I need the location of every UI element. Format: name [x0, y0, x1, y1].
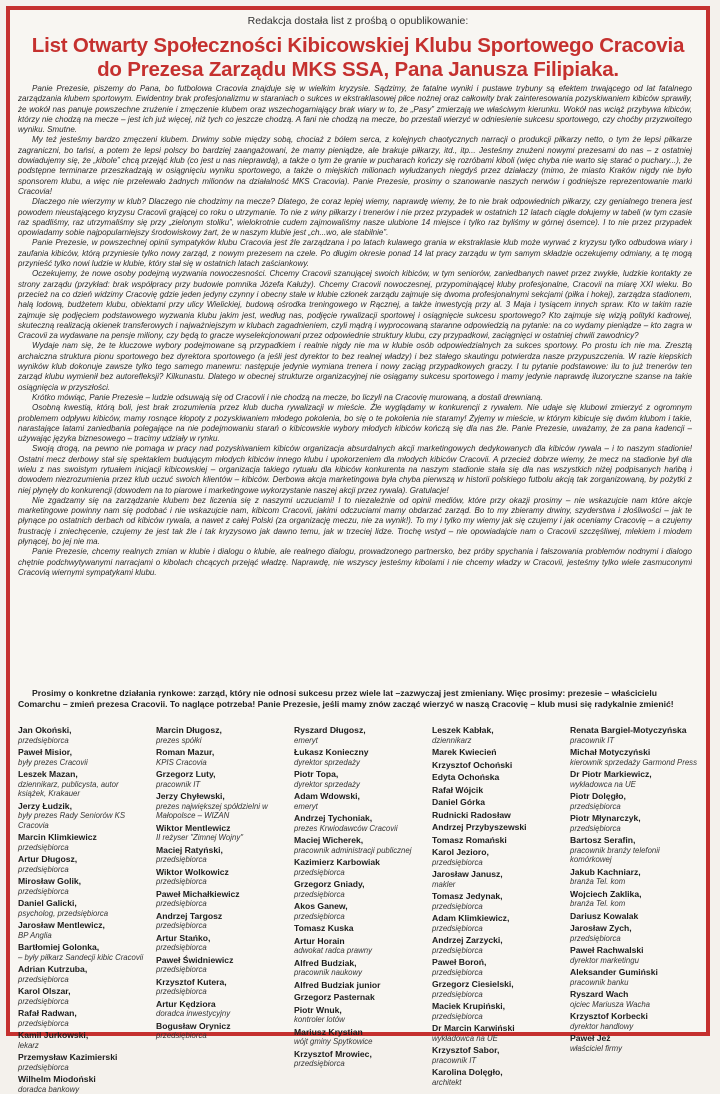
signatory-role: pracownik IT: [570, 736, 700, 746]
signatory: [294, 726, 424, 745]
signatory-role: były prezes Cracovii: [18, 758, 148, 768]
signatory: [18, 943, 148, 962]
signatory-role: przedsiębiorca: [432, 946, 562, 956]
signatory-role: makler: [432, 880, 562, 890]
signatory: [18, 1031, 148, 1050]
signatory-role: pracownik IT: [156, 780, 286, 790]
signatory-role: branża Tel. kom: [570, 899, 700, 909]
signatory-name: Tomasz Kuska: [294, 924, 424, 934]
signatory-role: przedsiębiorca: [18, 843, 148, 853]
signatory-name: Krzysztof Kutera,: [156, 978, 286, 988]
signatory: [18, 726, 148, 745]
signatory: [294, 993, 424, 1003]
signatory-role: przedsiębiorca: [294, 890, 424, 900]
signatory-name: Andrzej Tychoniak,: [294, 814, 424, 824]
signatory: [570, 770, 700, 789]
signatory: [294, 814, 424, 833]
signatory: [432, 1002, 562, 1021]
signatory: [294, 924, 424, 934]
signatory-name: Renata Bargiel-Motyczyńska: [570, 726, 700, 736]
signatory: [570, 946, 700, 965]
signatory: [156, 912, 286, 931]
signatory-role: dziennikarz, publicysta, autor książek, Krakauer: [18, 780, 148, 799]
signatory-column: [432, 726, 562, 1026]
signatory-name: Paweł Jeż: [570, 1034, 700, 1044]
signatory-name: Wilhelm Miodoński: [18, 1075, 148, 1085]
signatory-name: Grzegorz Luty,: [156, 770, 286, 780]
signatory-name: Jan Okoński,: [18, 726, 148, 736]
paragraph: Swoją drogą, na pewno nie pomaga w pracy nad pozyskiwaniem kibiców organizacja absurdalnych akcji marketingowych dedykowanych dla kibiców rywala – i to naszym stadionie! Ostatni mecz derbowy stał się spektaklem budującym młodych kibiców innego klubu i upokorzeniem dla młodych kibiców Cracovii. A przecież dobrze wiemy, że mecz na stadionie był dla wielu z nas swoistym rytuałem inicjacji kibicowskiej – organizacja takiego rytuału dla kibiców konkurenta na naszym stadionie stała się dla nas wszystkich niżej podpisanych hańbą i dowodem niezrozumienia przez klub uczuć swoich klientów – kibiców. Derbowa akcja marketingowa była chyba pierwszą w historii polskiego futbolu akcją tak zorganizowaną, by pożytki z niej płynęły do konkurencji (dowodem na to piarowe i marketingowe wykorzystanie naszej akcji przez rywala). Gratulacje!: [18, 444, 692, 495]
signatory-name: Mariusz Krystian: [294, 1028, 424, 1038]
signatory: [18, 1053, 148, 1072]
signatory-name: Marek Kwiecień: [432, 748, 562, 758]
signatory-name: Jerzy Łudzik,: [18, 802, 148, 812]
signatory: [156, 868, 286, 887]
signatory: [432, 936, 562, 955]
signatory: [294, 959, 424, 978]
signatory-name: Grzegorz Pasternak: [294, 993, 424, 1003]
signatory-role: przedsiębiorca: [156, 1031, 286, 1041]
signatory: [570, 792, 700, 811]
signatory-name: Artur Kędziora: [156, 1000, 286, 1010]
signatory-role: przedsiębiorca: [432, 902, 562, 912]
signatory-name: Alfred Budziak junior: [294, 981, 424, 991]
signatory-role: prezes Krwiodawców Cracovii: [294, 824, 424, 834]
signatory-role: przedsiębiorca: [294, 1059, 424, 1069]
signatory-role: wykładowca na UE: [432, 1034, 562, 1044]
signatory-role: przedsiębiorca: [432, 968, 562, 978]
signatory-role: przedsiębiorca: [18, 997, 148, 1007]
signatory-name: Paweł Świdniewicz: [156, 956, 286, 966]
signatory-name: Grzegorz Ciesielski,: [432, 980, 562, 990]
signatory-role: przedsiębiorca: [18, 1063, 148, 1073]
signatory-role: pracownik IT: [432, 1056, 562, 1066]
signatory: [432, 823, 562, 833]
signatory: [156, 846, 286, 865]
paragraph: Nie zgadzamy się na zarządzanie klubem bez liczenia się z naszymi uczuciami! I to niezależnie od opinii mediów, które przy okazji prosimy – nie wskazujcie nam które akcje marketingowe powinny nam się podobać i nie wskazujcie nam, kibicom Cracovii, jakimi odczuciami mamy obdarzać zarząd. Bo to my zbieramy drwiny, szyderstwa i złośliwości – jak te płynące po ostatnich derbach od kibiców rywala, a nawet z całej Polski (za organizację meczu, nie za wynik!). To my i tylko my wiemy jak się czujemy i jak oceniamy Cracovię – a czujemy frustrację i zniechęcenie, czujemy że jest tak źle i tak kryzysowo jak dawno temu, jak w trzeciej lidze. Trochę wstyd – nie opowiadajcie nam o Cracovii szczęśliwej, mlekiem i miodem płynącej, bo jej nie ma.: [18, 496, 692, 547]
signatory-role: emeryt: [294, 802, 424, 812]
signatory: [570, 968, 700, 987]
signatory-role: przedsiębiorca: [570, 934, 700, 944]
signatory-role: kontroler lotów: [294, 1015, 424, 1025]
signatory-name: Aleksander Gumiński: [570, 968, 700, 978]
signatory: [432, 980, 562, 999]
signatory-role: dyrektor handlowy: [570, 1022, 700, 1032]
signatory: [18, 770, 148, 799]
signatory-role: doradca inwestycyjny: [156, 1009, 286, 1019]
signatory-column: [18, 726, 148, 1026]
signatory-name: Łukasz Konieczny: [294, 748, 424, 758]
signatory-role: – były piłkarz Sandecji kibic Cracovii: [18, 953, 148, 963]
signatory-role: wójt gminy Spytkowice: [294, 1037, 424, 1047]
signatory-name: Piotr Topa,: [294, 770, 424, 780]
signatory-name: Andrzej Zarzycki,: [432, 936, 562, 946]
signatory: [432, 836, 562, 846]
signatory-role: przedsiębiorca: [18, 887, 148, 897]
signatory-name: Grzegorz Gniady,: [294, 880, 424, 890]
signatory-name: Dariusz Kowalak: [570, 912, 700, 922]
signatory: [156, 956, 286, 975]
paragraph: Oczekujemy, że nowe osoby podejmą wyzwania nowoczesności. Chcemy Cracovii szanującej swoich kibiców, w tym seniorów, zaniedbanych nawet przez zwykłe, ludzkie kontakty ze strony zarządu (przykład: brak współpracy przy budowie pomnika Józefa Kałuży). Chcemy Cracovii nowoczesnej, przypominającej kluby profesjonalne, Cracovii na miarę XXI wieku. Bo przecież na co dzień widzimy Cracovię gdzie jeden jedyny czynny i obecny stale w klubie członek zarządu zajmuje się dwoma profesjonalnymi sekcjami (piłka i hokej), zarządza stadionem, halą lodową, budżetem klubu, obiektami przy ulicy Wielickiej, budową ośrodka treningowego w Rącznej, a także inwestycją przy al. 3 Maja i tysiącem innych spraw. Kto w takim razie zajmuje się podjęciem podstawowego wyzwania klubu jakim jest, według nas, podjęcie rywalizacji sportowej i osiągnięcie sukcesu sportowego? Kto zajmuje się wizją polityki kadrowej, skuteczną realizacją okienek transferowych i najważniejszym w klubach zagadnieniem, czyli mądrą i wyprocowaną staranne odpowiedzią na pytanie: na co wydamy pieniądze – kto zagra w Cracovii za wydawane na pensje miliony, czy będą to gracze wyselekcjonowani przez odpowiednie struktury klubu, czy przypadkowi, zaciągnięci w ostatniej chwili zawodnicy?: [18, 269, 692, 341]
signatory-name: Piotr Wnuk,: [294, 1006, 424, 1016]
signatory-name: Dr Marcin Karwiński: [432, 1024, 562, 1034]
signatory-role: lekarz: [18, 1041, 148, 1051]
signatory-name: Leszek Mazan,: [18, 770, 148, 780]
signatory-name: Karolina Dolęgło,: [432, 1068, 562, 1078]
signatory: [432, 958, 562, 977]
signatory: [294, 792, 424, 811]
signatory-name: Andrzej Przybyszewski: [432, 823, 562, 833]
signatory-role: pracownik branży telefonii komórkowej: [570, 846, 700, 865]
signatory: [432, 914, 562, 933]
signatory-column: [294, 726, 424, 1026]
signatory-role: dziennikarz: [432, 736, 562, 746]
intro-note: Redakcja dostała list z prośbą o opublikowanie:: [10, 14, 706, 28]
signatory-name: Daniel Galicki,: [18, 899, 148, 909]
signatory-role: branża Tel. kom: [570, 877, 700, 887]
signatory: [294, 902, 424, 921]
signatory-role: przedsiębiorca: [18, 865, 148, 875]
signatory: [18, 833, 148, 852]
signatory: [570, 836, 700, 865]
paragraph: Panie Prezesie, w powszechnej opinii sympatyków klubu Cracovia jest źle zarządzana i po latach kulawego grania w ekstraklasie klub może wyrwać z kryzysu tylko odbudowa wiary i zaufania kibiców, którą przyniesie tylko nowy zarząd, z nowym prezesem na czele. Po długim okresie ponad 14 lat pracy zarządu w tym samym składzie oczekujemy odmiany, a tę mogą przynieść tylko nowi ludzie w klubie, który stał się w ostatnich latach zaściankowy.: [18, 238, 692, 269]
signatory: [18, 877, 148, 896]
signatory-name: Roman Mazur,: [156, 748, 286, 758]
signatory-name: Rafał Radwan,: [18, 1009, 148, 1019]
signatory-name: Wiktor Wolkowicz: [156, 868, 286, 878]
signatory: [570, 726, 700, 745]
signatory-role: były prezes Rady Seniorów KS Cracovia: [18, 811, 148, 830]
signatory-role: pracownik administracji publicznej: [294, 846, 424, 856]
signatory: [294, 1006, 424, 1025]
signatory: [156, 890, 286, 909]
signatory: [156, 824, 286, 843]
signatory-name: Kazimierz Karbowiak: [294, 858, 424, 868]
signatory-role: przedsiębiorca: [432, 1012, 562, 1022]
signatory-name: Maciej Wicherek,: [294, 836, 424, 846]
signatory: [570, 890, 700, 909]
signatory: [570, 1012, 700, 1031]
letter-title: [20, 34, 696, 82]
signatory-name: Paweł Boroń,: [432, 958, 562, 968]
signatory: [432, 811, 562, 821]
signatory: [294, 836, 424, 855]
closing-appeal: Prosimy o konkretne działania rynkowe: zarząd, który nie odnosi sukcesu przez wiele lat –zazwyczaj jest zmieniany. Więc prosimy: prezesie – właścicielu Comarchu – zmień prezesa Cracovii. To naglące potrzeba! Panie Prezesie, jeśli mamy znów zacząć wierzyć w naszą Cracovię – klub musi się radykalnie zmienić!: [18, 688, 692, 710]
signatory-name: Mirosław Golik,: [18, 877, 148, 887]
signatory: [18, 855, 148, 874]
signatory-name: Piotr Młynarczyk,: [570, 814, 700, 824]
signatory-role: przedsiębiorca: [18, 975, 148, 985]
signatory: [432, 761, 562, 771]
signatory: [432, 798, 562, 808]
signatory: [432, 726, 562, 745]
signatory: [156, 1022, 286, 1041]
signatory-name: Jarosław Zych,: [570, 924, 700, 934]
signatory-name: Maciek Krupiński,: [432, 1002, 562, 1012]
signatory-role: BP Anglia: [18, 931, 148, 941]
signatory-name: Wiktor Mentlewicz: [156, 824, 286, 834]
signatory: [18, 921, 148, 940]
signatory-name: Marcin Długosz,: [156, 726, 286, 736]
signatory: [18, 965, 148, 984]
signatory-role: pracownik banku: [570, 978, 700, 988]
signatory-name: Jerzy Chyłewski,: [156, 792, 286, 802]
signatory-name: Adam Klimkiewicz,: [432, 914, 562, 924]
signatory: [294, 858, 424, 877]
signatory: [294, 937, 424, 956]
signatory-name: Daniel Górka: [432, 798, 562, 808]
signatory-name: Bogusław Orynicz: [156, 1022, 286, 1032]
signatory: [432, 892, 562, 911]
signatory-name: Kamil Jurkowski,: [18, 1031, 148, 1041]
signatory-name: Paweł Misior,: [18, 748, 148, 758]
signatory-name: Krzysztof Mrowiec,: [294, 1050, 424, 1060]
signatory-role: architekt: [432, 1078, 562, 1088]
signatory-role: kierownik sprzedaży Garmond Press: [570, 758, 700, 768]
signatory-name: Tomasz Romański: [432, 836, 562, 846]
title-line-1: List Otwarty Społeczności Kibicowskiej Klubu Sportowego Cracovia: [20, 34, 696, 58]
signatory: [18, 748, 148, 767]
signatory-role: przedsiębiorca: [18, 736, 148, 746]
signatory-name: Akos Ganew,: [294, 902, 424, 912]
signatory: [294, 1050, 424, 1069]
signatory: [156, 770, 286, 789]
signatory: [432, 1068, 562, 1087]
signatory: [570, 924, 700, 943]
signatory-name: Bartosz Serafin,: [570, 836, 700, 846]
signatory-role: przedsiębiorca: [156, 965, 286, 975]
signatory-role: przedsiębiorca: [432, 990, 562, 1000]
signatory-name: Krzysztof Ochoński: [432, 761, 562, 771]
signatory: [294, 748, 424, 767]
signatory: [570, 912, 700, 922]
signatory-name: Bartłomiej Golonka,: [18, 943, 148, 953]
signatory-name: Artur Stańko,: [156, 934, 286, 944]
signatory: [570, 990, 700, 1009]
signatory: [432, 773, 562, 783]
signatory-name: Karol Olszar,: [18, 987, 148, 997]
signatory-name: Artur Długosz,: [18, 855, 148, 865]
signatory: [18, 1009, 148, 1028]
signatory-name: Andrzej Targosz: [156, 912, 286, 922]
signatory-role: pracownik naukowy: [294, 968, 424, 978]
title-line-2: do Prezesa Zarządu MKS SSA, Pana Janusza Filipiaka.: [20, 58, 696, 82]
signatory-role: ojciec Mariusza Wacha: [570, 1000, 700, 1010]
signatory-role: przedsiębiorca: [432, 924, 562, 934]
signatory-name: Paweł Rachwalski: [570, 946, 700, 956]
signatory-name: Jarosław Janusz,: [432, 870, 562, 880]
signatory: [432, 748, 562, 758]
signatory-role: adwokat radca prawny: [294, 946, 424, 956]
signatory-name: Maciej Ratyński,: [156, 846, 286, 856]
paragraph: My też jesteśmy bardzo zmęczeni klubem. Drwimy sobie między sobą, chociaż z bólem serca, z kolejnych chaotycznych narracji o produkcji piłkarzy netto, o tym że lepsi piłkarze zagraniczni, bo tańsi, a potem że lepsi polscy bo bardziej zaangażowani, że mamy pieniądze, ale brakuje piłkarzy, itd., itp... Jesteśmy znużeni nowymi prezesami do nas – z ostatniej dowiadujemy się, że „kibole” chcą przejąć klub (co jest u nas nieprawdą), a także o tym że granie w pucharach kończy się rozróbami kiboli (więc chyba nie warto się starać o puchary...), że podstępne terminarze przeszkadzają w osiągnięciu wyniku sportowego, a także o miejskich milionach wyłudzanych niegdyś przez działaczy (mimo, że miasto Kraków nigdy nie było sponsorem klubu, a więc nie przelewało żadnych milionów na działalność MKS Cracovia). Panie Prezesie, prosimy o szanowanie naszych nerwów i godniejsze reprezentowanie marki Cracovia!: [18, 135, 692, 197]
signatory-name: Dr Piotr Markiewicz,: [570, 770, 700, 780]
paragraph: Dlaczego nie wierzymy w klub? Dlaczego nie chodzimy na mecze? Dlatego, że coraz lepiej wiemy, naprawdę wiemy, że to nie brak odpowiednich piłkarzy, czy genialnego trenera jest powodem nieustającego kryzysu Cracovii grającej co roku o utrzymanie. To nie z winy piłkarzy i trenerów i nie przez przypadek w ostatnich 12 latach ciągle dołujemy w tabeli (w tym czasie raz spadliśmy, raz utrzymaliśmy się przy „zielonym stoliku”, wielokrotnie cudem zajmowaliśmy nasze ulubione 14 miejsce i tylko raz byliśmy w górnej ósemce). I to nie przez przypadek opowiadamy sobie najpopularniejszy środowiskowy żart, że w naszym klubie jest „ch...wo, ale stabilnie”.: [18, 197, 692, 238]
signatory: [156, 748, 286, 767]
signatory: [156, 1000, 286, 1019]
signatory-role: przedsiębiorca: [18, 1019, 148, 1029]
signatory-role: przedsiębiorca: [432, 858, 562, 868]
signatory-name: Paweł Michałkiewicz: [156, 890, 286, 900]
signatory-name: Michał Motyczyński: [570, 748, 700, 758]
signatory-role: wykładowca na UE: [570, 780, 700, 790]
signatory-role: dyrektor sprzedaży: [294, 758, 424, 768]
signatory-role: przedsiębiorca: [156, 855, 286, 865]
paragraph: Krótko mówiąc, Panie Prezesie – ludzie odsuwają się od Cracovii i nie chodzą na mecze, bo liczyli na Cracovię murowaną, a dostali drewnianą.: [18, 393, 692, 403]
signatory-role: przedsiębiorca: [570, 824, 700, 834]
signatory: [570, 748, 700, 767]
signatory-name: Krzysztof Korbecki: [570, 1012, 700, 1022]
signatory-role: przedsiębiorca: [294, 868, 424, 878]
signatory: [432, 786, 562, 796]
signatory-name: Rudnicki Radosław: [432, 811, 562, 821]
signatory: [432, 848, 562, 867]
signatory-role: prezes spółki: [156, 736, 286, 746]
signatory-name: Karol Jezioro,: [432, 848, 562, 858]
signatory-role: dyrektor marketingu: [570, 956, 700, 966]
signatory: [432, 1024, 562, 1043]
signatory: [18, 987, 148, 1006]
signatory-name: Alfred Budziak,: [294, 959, 424, 969]
paragraph: Osobną kwestią, którą boli, jest brak zrozumienia przez klub ducha rywalizacji w mieście. Źle wyglądamy w konkurencji z rywalem. Nie udaje się klubowi zmierzyć z ogromnym problemem odpływu kibiców, mamy rosnące kłopoty z pozyskiwaniem młodego pokolenia, bo się o te pokolenia nie staramy! Żyjemy w mieście, w którym kibicuje się dwóm klubom i takie, narastające latami zaniedbania polegające na nie podejmowaniu starań o kibicowskie wybory młodych kibiców kończą się dla nas źle. Panie Prezesie, uważamy, że za pana kadencji – używając języka biznesowego – tracimy udziały w rynku.: [18, 403, 692, 444]
signatory-name: Adam Wdowski,: [294, 792, 424, 802]
signatory-name: Krzysztof Sabor,: [432, 1046, 562, 1056]
signatory-role: przedsiębiorca: [156, 899, 286, 909]
signatory-role: przedsiębiorca: [570, 802, 700, 812]
signatories: [18, 726, 700, 1026]
signatory-role: przedsiębiorca: [156, 921, 286, 931]
signatory-role: przedsiębiorca: [294, 912, 424, 922]
signatory: [294, 880, 424, 899]
signatory-name: Ryszard Długosz,: [294, 726, 424, 736]
signatory-name: Tomasz Jedynak,: [432, 892, 562, 902]
signatory-name: Przemysław Kazimierski: [18, 1053, 148, 1063]
signatory-role: przedsiębiorca: [156, 943, 286, 953]
signatory: [570, 868, 700, 887]
signatory-role: właściciel firmy: [570, 1044, 700, 1054]
signatory-name: Leszek Kabłak,: [432, 726, 562, 736]
letter-body: [18, 84, 692, 684]
signatory-role: psycholog, przedsiębiorca: [18, 909, 148, 919]
signatory-role: KPIS Cracovia: [156, 758, 286, 768]
signatory: [294, 770, 424, 789]
signatory-role: doradca bankowy: [18, 1085, 148, 1094]
signatory: [156, 978, 286, 997]
signatory-column: [156, 726, 286, 1026]
signatory-name: Wojciech Zaklika,: [570, 890, 700, 900]
signatory-name: Piotr Dolęgło,: [570, 792, 700, 802]
signatory-role: przedsiębiorca: [156, 877, 286, 887]
signatory: [18, 899, 148, 918]
signatory: [156, 792, 286, 821]
signatory-column: [570, 726, 700, 1026]
signatory: [570, 814, 700, 833]
signatory-name: Marcin Klimkiewicz: [18, 833, 148, 843]
signatory-name: Edyta Ochońska: [432, 773, 562, 783]
signatory-role: emeryt: [294, 736, 424, 746]
paragraph: Panie Prezesie, piszemy do Pana, bo futbolowa Cracovia znajduje się w wielkim kryzysie. Sądzimy, że fatalne wyniki i pustawe trybuny są efektem trwającego od lat fatalnego zarządzania klubem sportowym. Ewidentny brak profesjonalizmu w staraniach o sukces w ekstraklasowej piłce nożnej oraz całkowity brak zainteresowania pozyskiwaniem kibiców sprawiły, że wokół nas panuje powszechne zrużenie i zmęczenie klubem oraz wszechogarniający brak wiary w to, że „Pasy” zmierzają we właściwym kierunku. Wokół nas wciąż przybywa kibiców, którzy nie chodzą na mecze – jest ich już więcej, niż tych co jeszcze chodzą. A fani nie chodzą na mecze, bo przestali wierzyć w odniesienie sukcesu sportowego, czy choćby przyzwoitego wyniku. Smutne.: [18, 84, 692, 135]
signatory-name: Ryszard Wach: [570, 990, 700, 1000]
signatory-role: przedsiębiorca: [156, 987, 286, 997]
signatory: [18, 1075, 148, 1094]
paragraph: Wydaje nam się, że te kluczowe wybory podejmowane są przypadkiem i realnie nigdy nie ma w klubie osób odpowiedzialnych za sukces sportowy. Po prostu ich nie ma. Zresztą archaiczna struktura pionu sportowego bez dyrektora sportowego (a jeśli jest dyrektor to bez realnej władzy) i bez stałego skautingu potwierdza nasze przypuszczenia. W razie kiepskich wyników klub dokonuje zawsze tylko tego samego manewru: następuje jedynie wymiana trenera i nowy zaciąg przypadkowych graczy. I tu pytanie podstawowe: ilu to już trenerów ten zarząd klubu wymienił bez autorefleksji? Kilkunastu. Dlatego w obecnej strukturze organizacyjnej nie osiągamy sukcesu sportowego i mamy jedynie naprawdę iluzoryczne szanse na takie osiągnięcia w przyszłości.: [18, 341, 692, 392]
signatory-name: Jarosław Mentlewicz,: [18, 921, 148, 931]
signatory-name: Artur Horain: [294, 937, 424, 947]
signatory-name: Jakub Kachniarz,: [570, 868, 700, 878]
signatory-role: dyrektor sprzedaży: [294, 780, 424, 790]
signatory: [432, 870, 562, 889]
signatory: [432, 1046, 562, 1065]
signatory-name: Rafał Wójcik: [432, 786, 562, 796]
signatory: [156, 726, 286, 745]
signatory-role: II reżyser "Zimnej Wojny": [156, 833, 286, 843]
signatory-role: prezes największej spółdzielni w Małopolsce – WIZAN: [156, 802, 286, 821]
signatory: [156, 934, 286, 953]
signatory: [294, 981, 424, 991]
paragraph: Panie Prezesie, chcemy realnych zmian w klubie i dialogu o klubie, ale realnego dialogu, prowadzonego partnersko, bez próby spychania i fałszowania problemów nodnymi i dialogo chętnie podchwytywanymi narracjami o kibolach chcących przejąć władzę. Naprawdę, nie wszyscy jesteśmy kibolami i nie chcemy władzy w Cracovii, jesteśmy tylko wiele zasmuconymi Cracovią wiernymi sympatykami klubu.: [18, 547, 692, 578]
signatory: [18, 802, 148, 831]
signatory-name: Adrian Kutrzuba,: [18, 965, 148, 975]
